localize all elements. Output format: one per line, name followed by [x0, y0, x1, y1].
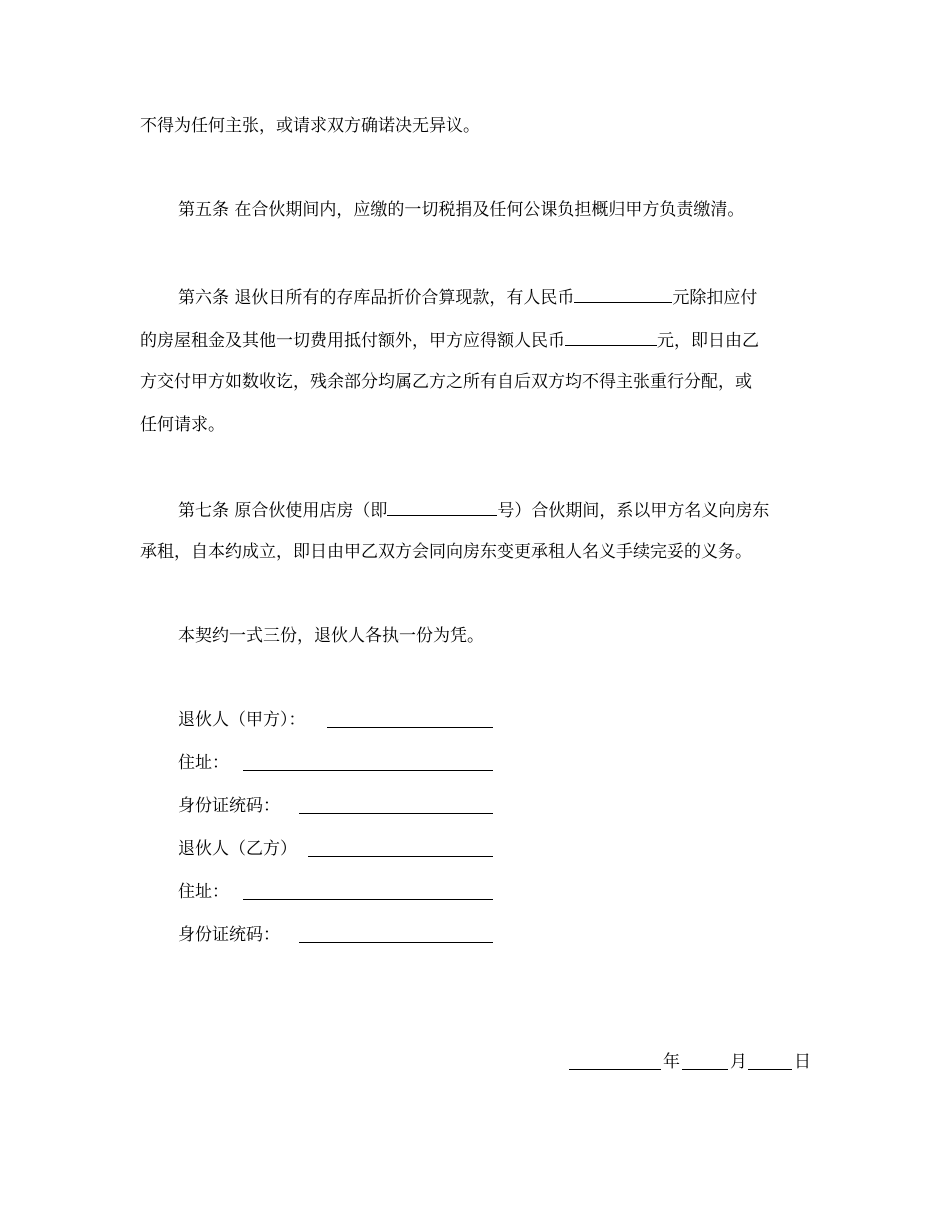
address-a-label: 住址： [178, 753, 229, 773]
article-6-line-3 [140, 372, 752, 392]
amount-blank-2[interactable] [565, 329, 657, 346]
party-b-label: 退伙人（乙方） [178, 839, 297, 859]
party-b-sign-line[interactable] [308, 856, 493, 857]
article-5-text: 第五条 在合伙期间内，应缴的一切税捐及任何公课负担概归甲方负责缴清。 [178, 200, 745, 220]
article-7-line-1 [178, 499, 769, 521]
article-7-line-2 [140, 542, 752, 562]
party-a-label: 退伙人（甲方）： [178, 710, 306, 730]
article-6-text-1b: 元除扣应付 [672, 288, 758, 308]
amount-blank-1[interactable] [574, 286, 672, 303]
copies-clause [178, 626, 484, 646]
party-a-sign-line[interactable] [327, 727, 493, 728]
id-a-label: 身份证统码： [178, 796, 280, 816]
day-label: 日 [794, 1052, 811, 1072]
article-7-text-2: 承租，自本约成立，即日由甲乙双方会同向房东变更承租人名义手续完妥的义务。 [140, 542, 752, 562]
id-b-line[interactable] [299, 942, 493, 943]
paragraph-tail-text: 不得为任何主张，或请求双方确诺决无异议。 [140, 116, 480, 136]
article-6-text-2a: 的房屋租金及其他一切费用抵付额外，甲方应得额人民币 [140, 331, 565, 351]
article-6-text-3: 方交付甲方如数收讫，残余部分均属乙方之所有自后双方均不得主张重行分配，或 [140, 372, 752, 392]
article-6-line-4 [140, 415, 225, 435]
address-b-label: 住址： [178, 882, 229, 902]
id-b-label: 身份证统码： [178, 925, 280, 945]
article-5 [178, 200, 744, 220]
day-blank[interactable] [748, 1069, 792, 1070]
article-6-line-2 [140, 329, 759, 351]
shop-number-blank[interactable] [387, 499, 497, 516]
article-7-text-1b: 号）合伙期间，系以甲方名义向房东 [497, 501, 770, 521]
paragraph-tail [140, 116, 480, 136]
article-6-text-1a: 第六条 退伙日所有的存库品折价合算现款，有人民币 [178, 288, 575, 308]
address-b-line[interactable] [243, 899, 493, 900]
article-6-line-1 [178, 286, 757, 308]
article-7-text-1a: 第七条 原合伙使用店房（即 [178, 501, 388, 521]
month-label: 月 [730, 1052, 747, 1072]
year-label: 年 [663, 1052, 680, 1072]
address-a-line[interactable] [243, 770, 493, 771]
month-blank[interactable] [682, 1069, 728, 1070]
id-a-line[interactable] [299, 813, 493, 814]
copies-text: 本契约一式三份，退伙人各执一份为凭。 [178, 626, 484, 646]
article-6-text-2b: 元，即日由乙 [657, 331, 759, 351]
article-6-text-4: 任何请求。 [140, 415, 225, 435]
year-blank[interactable] [569, 1069, 661, 1070]
